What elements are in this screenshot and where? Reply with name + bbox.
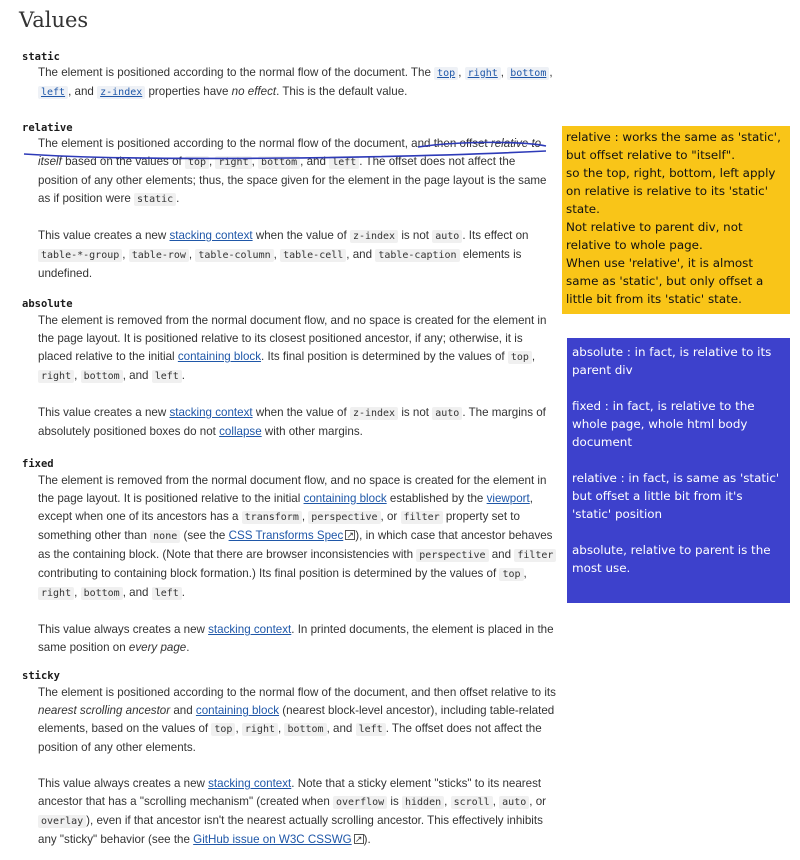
fixed-description: The element is removed from the normal document flow, and no space is created for the element in the page layout. It is positioned relative to the initial containing block established by the viewport, except when one of its ancestors has a transform , perspective , or filter property set to something other than none (see the CSS Transforms Spec ↗), in which case that ancestor behaves as the containing block. (Note that there are browser inconsistencies with perspective and filter contributing to containing block formation.) Its final position is determined by the values of top , right , bottom , and left . This value always creates a new stacking context. In printed documents, the element is placed in the same position on every page. <box>38 472 558 657</box>
note-block: absolute, relative to parent is the most use. <box>572 543 771 575</box>
absolute-description: The element is removed from the normal document flow, and no space is created for the element in the page layout. It is positioned relative to its closest positioned ancestor, if any; otherwise, it is placed relative to the initial containing block. Its final position is determined by the values of top , right , bottom , and left . This value creates a new stacking context when the value of z-index is not auto . The margins of absolutely positioned boxes do not collapse with other margins. <box>38 314 547 438</box>
link-stacking-context[interactable]: stacking context <box>169 229 253 242</box>
note-block: relative : in fact, is same as 'static' but offset a little bit from it's 'static' position <box>572 471 780 521</box>
relative-description: The element is positioned according to the normal flow of the document, and then offset relative to itself based on the values of top , right , bottom , and left . The offset does not affect the position of any other elements; thus, the space given for the element in the page layout is the same as if position were static . This value creates a new stacking context when the value of z-index is not auto . Its effect on table-*-group , table-row , table-column , table-cell , and table-caption elements is undefined. <box>38 137 547 280</box>
term-static: static <box>22 51 60 63</box>
page-title: Values <box>19 8 89 32</box>
sticky-description: The element is positioned according to the normal flow of the document, and then offset relative to its nearest scrolling ancestor and containing block (nearest block-level ancestor), including table-related elements, based on the values of top , right , bottom , and left . The offset does not affect the position of any other elements. This value always creates a new stacking context. Note that a sticky element "sticks" to its nearest ancestor that has a "scrolling mechanism" (created when overflow is hidden , scroll , auto , or overlay ), even if that ancestor isn't the nearest actually scrolling ancestor. This effectively inhibits any "sticky" behavior (see the GitHub issue on W3C CSSWG ↗). <box>38 686 556 846</box>
note-block: absolute : in fact, is relative to its parent div <box>572 345 772 377</box>
note-block: fixed : in fact, is relative to the whole page, whole html body document <box>572 399 755 449</box>
static-description: The element is positioned according to the normal flow of the document. The top , right , bottom , left , and z-index properties have no effect. This is the default value. <box>38 66 553 98</box>
link-viewport[interactable]: viewport <box>486 492 530 505</box>
blue-sticky-note <box>567 338 790 603</box>
note-line: Not relative to parent div, not relative to whole page. <box>566 220 743 252</box>
note-line: When use 'relative', it is almost same as 'static', but only offset a little bit from its 'static' state. <box>566 256 764 306</box>
link-stacking-context[interactable]: stacking context <box>208 777 292 790</box>
term-absolute: absolute <box>22 298 73 310</box>
link-stacking-context[interactable]: stacking context <box>208 623 292 636</box>
link-right[interactable]: right <box>465 66 501 79</box>
link-css-transforms-spec[interactable]: CSS Transforms Spec <box>228 529 344 542</box>
note-line: so the top, right, bottom, left apply on relative is relative to its 'static' state. <box>566 166 776 216</box>
link-collapse[interactable]: collapse <box>219 425 262 438</box>
link-containing-block[interactable]: containing block <box>195 704 280 717</box>
link-containing-block[interactable]: containing block <box>303 492 387 505</box>
link-top[interactable]: top <box>434 66 458 79</box>
link-bottom[interactable]: bottom <box>507 66 549 79</box>
external-link-icon: ↗ <box>354 834 363 844</box>
external-link-icon: ↗ <box>346 530 355 540</box>
link-left[interactable]: left <box>38 85 68 98</box>
link-stacking-context[interactable]: stacking context <box>169 406 253 419</box>
note-line: relative : works the same as 'static', but offset relative to "itself". <box>566 130 781 162</box>
term-fixed: fixed <box>22 458 54 470</box>
link-containing-block[interactable]: containing block <box>177 350 262 363</box>
link-z-index[interactable]: z-index <box>97 85 145 98</box>
term-sticky: sticky <box>22 670 60 682</box>
yellow-sticky-note <box>562 126 790 314</box>
link-github-issue[interactable]: GitHub issue on W3C CSSWG <box>193 833 352 846</box>
term-relative: relative <box>22 122 73 134</box>
